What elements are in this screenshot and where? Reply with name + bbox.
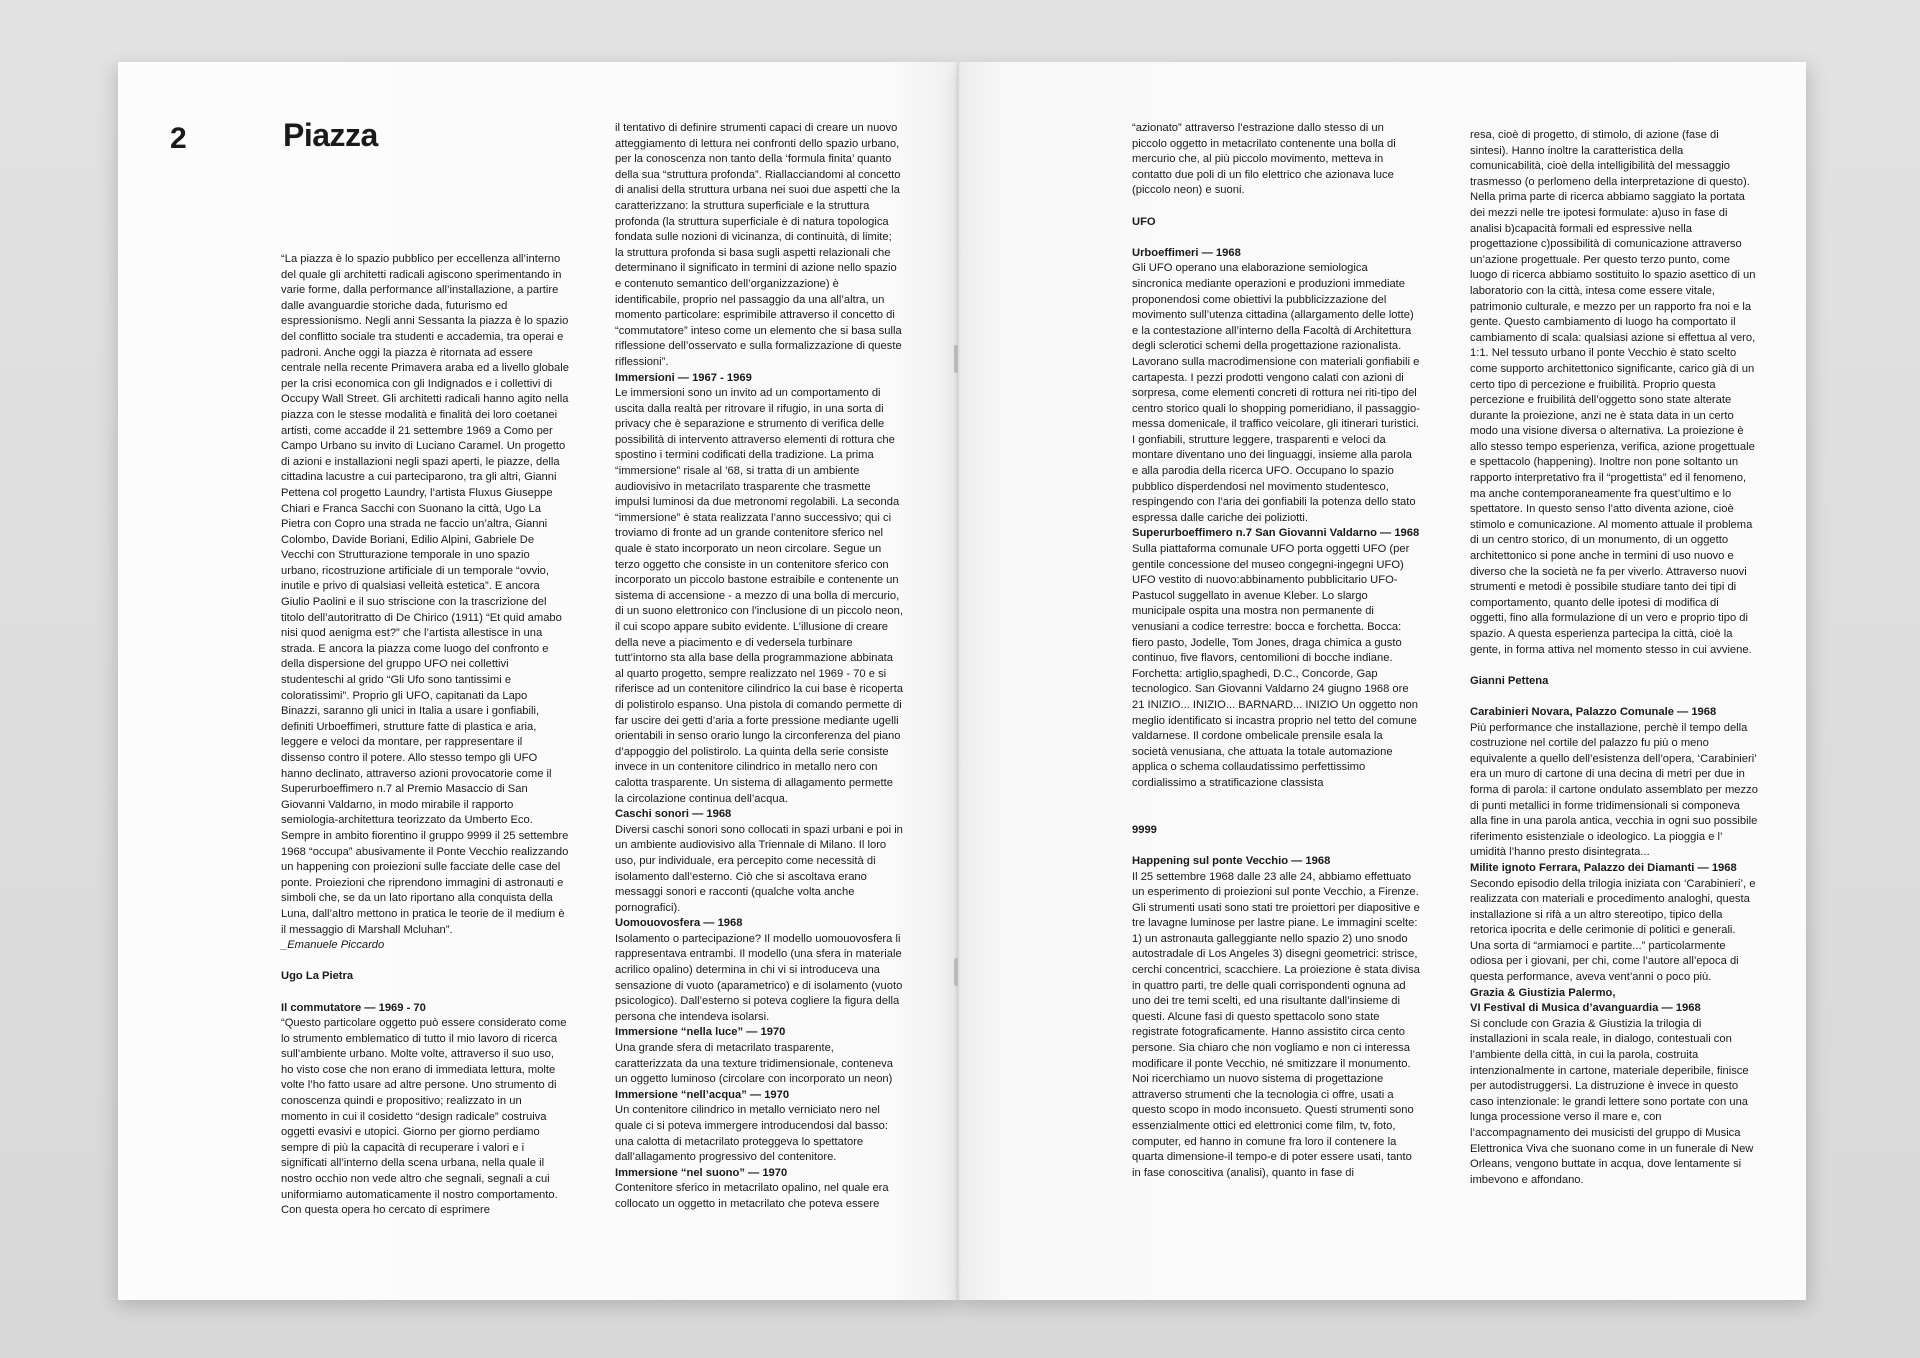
section-heading: Gianni Pettena xyxy=(1470,674,1549,687)
paragraph-spacer xyxy=(1470,658,1758,674)
section-heading: Uomouovosfera — 1968 xyxy=(615,917,743,930)
section-heading: Milite ignoto Ferrara, Palazzo dei Diamanti — 1968 xyxy=(1470,861,1737,874)
body-paragraph: Un contenitore cilindrico in metallo verniciato nero nel quale ci si poteva immergere introducendosi dal basso: una calotta di metacrilato proteggeva lo spettatore dall’allagamento progressivo del contenitore. xyxy=(615,1104,889,1164)
paragraph-spacer xyxy=(1470,689,1758,705)
section-heading: Grazia & Giustizia Palermo, xyxy=(1470,986,1616,999)
body-paragraph: Le immersioni sono un invito ad un comportamento di uscita dalla realtà per ritrovare il rifugio, in una sorta di privacy che è separazione e strumento di verifica delle possibilità di intervento attraverso elementi di rottura che spostino i termini codificati della tradizione. La prima “immersione” risale al ’68, si tratta di un ambiente audiovisivo in metacrilato trasparente che trasmette impulsi luminosi da due metronomi regolabili. La seconda “immersione” è stata realizzata l’anno successivo; qui ci troviamo di fronte ad un grande contenitore sferico nel quale è stato incorporato un neon circolare. Segue un terzo oggetto che consiste in un contenitore sferico con incorporato un piccolo bastone estraibile e contenente un sistema di accensione - a mezzo di una bolla di mercurio, di un suono elettronico con l’inclusione di un piccolo neon, il cui scopo appare subito evidente. L’illusione di creare della neve a piacimento e di vedersela turbinare tutt’intorno sta alla base della programmazione abbinata al quarto progetto, sempre realizzato nel 1969 - 70 e si riferisce ad un contenitore cilindrico la cui base è ricoperta di polistirolo espanso. Una pistola di comando permette di far uscire dei getti d’aria a forte pressione mediante ugelli orientabili in senso orario lungo la circonferenza del piano d’appoggio del polistirolo. La quinta della serie consiste invece in un contenitore cilindrico in metallo nero con calotta trasparente. Un sistema di allagamento permette la circolazione continua dell’acqua. xyxy=(615,387,903,805)
section-heading: Superurboeffimero n.7 San Giovanni Valdarno — 1968 xyxy=(1132,527,1420,540)
text-column-1 xyxy=(281,252,569,1219)
staple-bottom xyxy=(954,958,958,986)
book-gutter xyxy=(955,62,961,1300)
text-column-2 xyxy=(615,121,903,1213)
page-number: 2 xyxy=(170,122,187,155)
section-heading: Immersione “nell’acqua” — 1970 xyxy=(615,1088,790,1101)
section-heading: VI Festival di Musica d’avanguardia — 1968 xyxy=(1470,1002,1701,1015)
paragraph-spacer xyxy=(281,954,569,970)
section-heading: Urboeffimeri — 1968 xyxy=(1132,246,1241,259)
body-paragraph: il tentativo di definire strumenti capaci di creare un nuovo atteggiamento di lettura nei confronti dello spazio urbano, per la conoscenza non tanto della ‘formula finita’ quanto della sua “struttura profonda”. Riallacciandomi al concetto di analisi della struttura urbana nei suoi due aspetti che la caratterizzano: la struttura superficiale e la struttura profonda (la struttura superficiale è di natura topologica fondata sulle nozioni di vicinanza, di continuità, di limite; la struttura profonda si basa sugli aspetti relazionali che determinano il significato in termini di azione nello spazio e contenuto semantico dell’organizzazione) è identificabile, proprio nel passaggio da una all’altra, un momento particolare: esprimibile attraverso il concetto di “commutatore” inteso come un elemento che si basa sulla riflessione dell’osservato e sulla formalizzazione di queste riflessioni”. xyxy=(615,122,902,368)
body-paragraph: Diversi caschi sonori sono collocati in spazi urbani e poi in un ambiente audiovisivo alla Triennale di Milano. Il loro uso, pur individuale, era percepito come necessità di isolamento dall’esterno. Ciò che si ascoltava erano messaggi sonori e racconti (qualche volta anche pornografici). xyxy=(615,823,903,914)
text-column-4 xyxy=(1470,128,1758,1188)
body-paragraph: “Questo particolare oggetto può essere considerato come lo strumento emblematico di tutto il mio lavoro di ricerca sull’ambiente urbano. Molte volte, attraverso il suo uso, ho visto cose che non erano di immediata lettura, molte volte l’ho fatto usare ad altre persone. Uno strumento di conoscenza quindi e propositivo; realizzato in un momento in cui il cosidetto “design radicale” costruiva oggetti evasivi e utopici. Giorno per giorno perdiamo sempre di più la capacità di recuperare i valori e i significati all’interno della scena urbana, nella quale il nostro occhio non vede altro che segnali, segnali a cui uniformiamo automaticamente il nostro comportamento. Con questa opera ho cercato di esprimere xyxy=(281,1017,567,1217)
page-title: Piazza xyxy=(283,117,378,153)
paragraph-spacer xyxy=(1132,807,1420,823)
section-heading: UFO xyxy=(1132,215,1156,228)
body-paragraph: Più performance che installazione, perchè il tempo della costruzione nel cortile del palazzo fu più o meno equivalente a quello dell’esistenza dell’opera, ‘Carabinieri’ era un muro di cartone di una decina di metri per due in forma di parola: il cartone ondulato assemblato per mezzo di punti metallici in forme tridimensionali si componeva alla fine in una parola antica, vecchia in ogni suo possibile riferimento esistenziale o ideologico. La pioggia e l’ umidità l’hanno presto disintegrata... xyxy=(1470,721,1758,859)
body-paragraph: Secondo episodio della trilogia iniziata con ‘Carabinieri’, e realizzata con materiali e procedimento analoghi, questa installazione si rifà a un altro stereotipo, tipico della retorica ipocrita e delle cerimonie di politici e generali. Una sorta di “armiamoci e partite...” particolarmente odiosa per i giovani, per chi, come l’autore all’epoca di questa performance, aveva vent’anni o poco più. xyxy=(1470,877,1756,984)
body-paragraph: “La piazza è lo spazio pubblico per eccellenza all’interno del quale gli architetti radicali agiscono sperimentando in varie forme, dalla performance all’installazione, a partire dalle avanguardie storiche dada, futurismo ed espressionismo. Negli anni Sessanta la piazza è lo spazio del conflitto sociale tra studenti e accademia, tra operai e padroni. Anche oggi la piazza è ritornata ad essere centrale nella recente Primavera araba ed a livello globale per la crisi economica con gli Indignados e i collettivi di Occupy Wall Street. Gli architetti radicali hanno agito nella piazza con le stesse modalità e finalità dei loro coetanei artisti, come accadde il 21 settembre 1969 a Como per Campo Urbano su invito di Luciano Caramel. Un progetto di azioni e installazioni negli spazi aperti, le piazze, della cittadina lacustre a cui parteciparono, tra gli altri, Gianni Pettena col progetto Laundry, l’artista Fluxus Giuseppe Chiari e Franca Sacchi con Suonano la città, Ugo La Pietra con Copro una strada ne faccio un’altra, Gianni Colombo, Davide Boriani, Edilio Alpini, Gabriele De Vecchi con Strutturazione temporale in uno spazio urbano, ricostruzione artificiale di un temporale “ovvio, inutile e privo di qualsiasi velleità estetica”. E ancora Giulio Paolini e il suo striscione con la trascrizione del titolo dell’autoritratto di De Chirico (1911) “Et quid amabo nisi quod aenigma est?” che l’artista allestisce in una strada. E ancora la piazza come luogo del confronto e della dispersione del gruppo UFO nei collettivi studenteschi al grido “Gli Ufo sono tantissimi e coloratissimi”. Proprio gli UFO, capitanati da Lapo Binazzi, saranno gli unici in Italia a usare i gonfiabili, definiti Urboeffimeri, strutture fatte di plastica e aria, leggere e veloci da montare, per rappresentare il dissenso contro il potere. Allo stesso tempo gli UFO hanno declinato, attraverso azioni provocatorie come il Superurboeffimero n.7 al Premio Masaccio di San Giovanni Valdarno, in modo mirabile il rapporto semiologia-architettura teorizzato da Umberto Eco. Sempre in ambito fiorentino il gruppo 9999 il 25 settembre 1968 “occupa” abusivamente il Ponte Vecchio realizzando un happening con proiezioni sulle facciate delle case del ponte. Proiezioni che riprendono immagini di astronauti e simboli che, se da un lato riportano alla conquista della Luna, dall’altro mettono in pratica le teorie de il medium è il messaggio di Marshall Mcluhan”. xyxy=(281,253,569,936)
body-paragraph: resa, cioè di progetto, di stimolo, di azione (fase di sintesi). Hanno inoltre la caratteristica della comunicabilità, cioè della intelligibilità del messaggio trasmesso (o perlomeno della interpretazione di questo). Nella prima parte di ricerca abbiamo saggiato la portata dei mezzi nelle tre ipotesi formulate: a)uso in fase di analisi b)capacità formali ed espressive nella progettazione c)possibilità di comunicazione attraverso un’azione progettuale. Per questo terzo punto, come luogo di ricerca abbiamo sostituito lo spazio asettico di un laboratorio con la città, intesa come essere vitale, patrimonio culturale, e mezzo per un rapporto fra noi e la gente. Questo cambiamento di luogo ha comportato il cambiamento di scala: qualsiasi azione si effettua al vero, 1:1. Nel tessuto urbano il ponte Vecchio è stato scelto come supporto architettonico significante, carico già di un certo tipo di percezione e fruibilità. Proprio questa percezione e fruibilità dell’oggetto sono state alterate durante la proiezione, anzi ne è stata data in un certo modo una visione diversa o alternativa. La proiezione è allo stesso tempo esperienza, verifica, azione progettuale e spettacolo (happening). Inoltre non pone soltanto un rapporto interpretativo fra il “progettista” ed il fenomeno, ma anche contemporaneamente fra quest’ultimo e lo spettatore. In questo senso l’atto diventa azione, cioè stimolo e comunicazione. Al momento attuale il problema di un centro storico, di un monumento, di un oggetto architettonico si pone anche in termini di uso nuovo e diverso che la società ne fa per viverlo. Attraverso nuovi strumenti e metodi è possibile studiare tanto dei tipi di comportamento, quanto delle ipotesi di modifica di oggetti, fino alla formulazione di un vero e proprio tipo di spazio. A questa esperienza partecipa la città, cioè la gente, in forma attiva nel momento stesso in cui avviene. xyxy=(1470,129,1756,656)
body-paragraph: Gli UFO operano una elaborazione semiologica sincronica mediante operazioni e produzioni immediate proponendosi come obiettivi la pubblicizzazione del movimento sull’utenza cittadina (allargamento delle lotte) e la contestazione all’interno della Facoltà di Architettura degli sclerotici schemi della progettazione razionalista. Lavorano sulla macrodimensione con materiali gonfiabili e cartapesta. I pezzi prodotti vengono calati con azioni di sorpresa, come elementi concreti di rottura nei riti-tipo del centro storico quali lo shopping pomeridiano, il passaggio-messa domenicale, il traffico veicolare, gli itinerari turistici. I gonfiabili, strutture leggere, trasparenti e veloci da montare diventano uno dei linguaggi, insieme alla parola e alla parodia della ricerca UFO. Occupano lo spazio pubblico disperdendosi nel movimento studentesco, respingendo con l’aria dei gonfiabili la potenza dello stato espressa dalle cariche dei poliziotti. xyxy=(1132,262,1420,524)
section-heading: 9999 xyxy=(1132,823,1157,836)
section-heading: Carabinieri Novara, Palazzo Comunale — 1968 xyxy=(1470,705,1717,718)
paragraph-spacer xyxy=(1132,838,1420,854)
section-heading: Immersioni — 1967 - 1969 xyxy=(615,371,752,384)
body-paragraph: Una grande sfera di metacrilato trasparente, caratterizzata da una texture tridimensionale, conteneva un oggetto luminoso (circolare con incorporato un neon) xyxy=(615,1042,893,1086)
section-heading: Happening sul ponte Vecchio — 1968 xyxy=(1132,854,1331,867)
paragraph-spacer xyxy=(281,985,569,1001)
body-paragraph: Contenitore sferico in metacrilato opalino, nel quale era collocato un oggetto in metacrilato che poteva essere xyxy=(615,1182,889,1210)
section-heading: Il commutatore — 1969 - 70 xyxy=(281,1001,426,1014)
body-paragraph: Sulla piattaforma comunale UFO porta oggetti UFO (per gentile concessione del museo congegni-ingegni UFO) UFO vestito di nuovo:abbinamento pubblicitario UFO-Pastucol suggellato in avenue Kleber. Lo slargo municipale ospita una mostra non permanente di venusiani a codice terrestre: bocca e forchetta. Bocca: fiero pasto, Jodelle, Tom Jones, draga chimica a gusto continuo, five flavors, centomilioni di bocche indiane. Forchetta: artiglio,spaghedi, D.C., Concorde, Gap tecnologico. San Giovanni Valdarno 24 giugno 1968 ore 21 INIZIO... INIZIO... BARNARD... INIZIO Un oggetto non meglio identificato si incastra proprio nel tetto del comune valdarnese. Il cordone ombelicale prensile esala la società venusiana, che attuata la totale automazione applica o schema collaudatissimo perfettissimo cordialissimo a stratificazione classista xyxy=(1132,543,1418,789)
staple-top xyxy=(954,345,958,373)
section-heading: Caschi sonori — 1968 xyxy=(615,808,732,821)
body-paragraph: Isolamento o partecipazione? Il modello uomouovosfera li rappresentava entrambi. Il modello (una sfera in materiale acrilico opalino) determina in chi vi si introduceva una sensazione di vuoto (aparametrico) e di isolamento (vuoto psicologico). Dall’esterno si poteva cogliere la figura della persona che intendeva isolarsi. xyxy=(615,932,903,1023)
paragraph-spacer xyxy=(1132,230,1420,246)
section-heading: Immersione “nella luce” — 1970 xyxy=(615,1026,786,1039)
author-signature: _Emanuele Piccardo xyxy=(281,939,385,952)
body-paragraph: “azionato” attraverso l’estrazione dallo stesso di un piccolo oggetto in metacrilato contenente una bolla di mercurio che, al più piccolo movimento, metteva in contatto due poli di un filo elettrico che azionava luce (piccolo neon) e suoni. xyxy=(1132,122,1396,197)
paragraph-spacer xyxy=(1132,199,1420,215)
body-paragraph: Il 25 settembre 1968 dalle 23 alle 24, abbiamo effettuato un esperimento di proiezioni sul ponte Vecchio, a Firenze. Gli strumenti usati sono stati tre proiettori per diapositive e tre lavagne luminose per lastre piane. Le immagini scelte: 1) un astronauta galleggiante nello spazio 2) uno snodo autostradale di Los Angeles 3) disegni geometrici: strisce, cerchi concentrici, scacchiere. La proiezione è stata divisa in quattro parti, tre delle quali corrispondenti ognuna ad uno dei tre temi scelti, ed una risultante dall’insieme di questi. Alcune fasi di questo spettacolo sono state registrate fotograficamente. Hanno assistito circa cento persone. Sia chiaro che non vogliamo e non ci interessa modificare il ponte Vecchio, né smitizzare il monumento. Noi ricerchiamo un nuovo sistema di progettazione attraverso strumenti che la tecnologia ci offre, usati a questo scopo in modo inconsueto. Questi strumenti sono essenzialmente ottici ed elettronici come film, tv, foto, computer, ed hanno in comune fra loro il contenere la quarta dimensione-il tempo-e di poter essere usati, tanto in fase conoscitiva (analisi), quanto in fase di xyxy=(1132,870,1420,1179)
section-heading: Immersione “nel suono” — 1970 xyxy=(615,1166,788,1179)
paragraph-spacer xyxy=(1132,792,1420,808)
text-column-3 xyxy=(1132,121,1420,1181)
body-paragraph: Si conclude con Grazia & Giustizia la trilogia di installazioni in scala reale, in dialogo, contestuali con l’ambiente della città, in cui la parola, costruita intenzionalmente in cartone, materiale deperibile, finisce per autodistruggersi. La distruzione è invece in questo caso intenzionale: le grandi lettere sono portate con una lunga processione verso il mare e, con l’accompagnamento dei musicisti del gruppo di Musica Elettronica Viva che suonano come in un funerale di New Orleans, vengono buttate in acqua, dove lentamente si imbevono e affondano. xyxy=(1470,1017,1754,1186)
section-heading: Ugo La Pietra xyxy=(281,970,354,983)
